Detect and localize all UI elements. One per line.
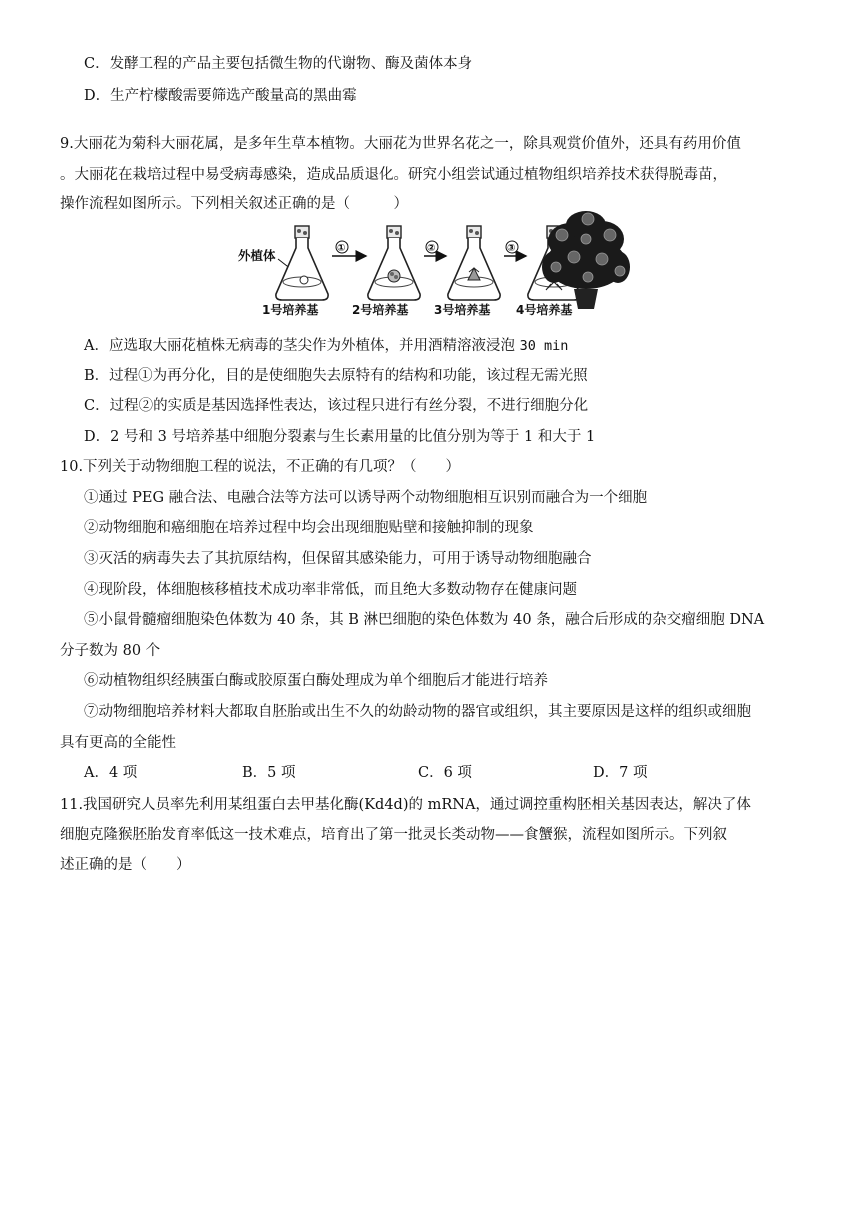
q10-item-6: ⑥动植物组织经胰蛋白酶或胶原蛋白酶处理成为单个细胞后才能进行培养 <box>84 673 548 689</box>
step-2-label: ② <box>427 243 436 254</box>
q10-item-2: ②动物细胞和癌细胞在培养过程中均会出现细胞贴壁和接触抑制的现象 <box>84 520 534 536</box>
step-3-label: ③ <box>507 243 516 254</box>
flask-3 <box>448 226 500 300</box>
step-1-label: ① <box>337 243 346 254</box>
q9-stem-line1: 9.大丽花为菊科大丽花属，是多年生草本植物。大丽花为世界名花之一，除具观赏价值外，还具有药用价值 <box>60 136 741 152</box>
q10-stem: 10.下列关于动物细胞工程的说法，不正确的有几项？（ ） <box>60 459 461 475</box>
dahlia-plant-image <box>540 205 632 311</box>
explant-label: 外植体 <box>238 248 276 263</box>
q9-option-a <box>84 336 568 356</box>
q10-item-5: ⑤小鼠骨髓瘤细胞染色体数为 40 条，其 B 淋巴细胞的染色体数为 40 条，融合后形成的杂交瘤细胞 DNA <box>84 612 765 628</box>
q10-item-3: ③灭活的病毒失去了其抗原结构，但保留其感染能力，可用于诱导动物细胞融合 <box>84 551 592 567</box>
medium-3-label: 3号培养基 <box>434 303 491 317</box>
q10-item-7-continued: 具有更高的全能性 <box>60 735 176 751</box>
q10-option-d: D．7 项 <box>593 765 648 781</box>
q10-option-b: B．5 项 <box>242 765 296 781</box>
q9-option-c: C．过程②的实质是基因选择性表达，该过程只进行有丝分裂，不进行细胞分化 <box>84 398 589 414</box>
q9-stem-line3: 操作流程如图所示。下列相关叙述正确的是（ ） <box>60 196 408 212</box>
q8-option-c: C．发酵工程的产品主要包括微生物的代谢物、酶及菌体本身 <box>84 56 473 72</box>
flask-2 <box>368 226 420 300</box>
q9-option-a-duration: 30 min <box>519 338 569 354</box>
q11-stem-line2: 细胞克隆猴胚胎发育率低这一技术难点，培育出了第一批灵长类动物——食蟹猴，流程如图所示。下列叙 <box>60 827 727 843</box>
medium-2-label: 2号培养基 <box>352 303 409 317</box>
q9-option-a-text: A．应选取大丽花植株无病毒的茎尖作为外植体，并用酒精溶液浸泡 <box>84 338 520 354</box>
q10-option-a: A．4 项 <box>84 765 138 781</box>
q10-item-5-continued: 分子数为 80 个 <box>60 643 161 659</box>
q11-stem-line3: 述正确的是（ ） <box>60 857 191 873</box>
q10-item-4: ④现阶段，体细胞核移植技术成功率非常低，而且绝大多数动物存在健康问题 <box>84 582 577 598</box>
q10-item-7: ⑦动物细胞培养材料大都取自胚胎或出生不久的幼龄动物的器官或组织，其主要原因是这样的组织或细胞 <box>84 704 751 720</box>
medium-1-label: 1号培养基 <box>262 303 319 317</box>
q8-option-d: D．生产柠檬酸需要筛选产酸量高的黑曲霉 <box>84 88 357 104</box>
q9-option-b: B．过程①为再分化，目的是使细胞失去原特有的结构和功能，该过程无需光照 <box>84 368 588 384</box>
q9-stem-line2: 。大丽花在栽培过程中易受病毒感染，造成品质退化。研究小组尝试通过植物组织培养技术获得脱毒苗， <box>60 167 727 183</box>
q10-option-c: C．6 项 <box>418 765 472 781</box>
q10-item-1: ①通过 PEG 融合法、电融合法等方法可以诱导两个动物细胞相互识别而融合为一个细胞 <box>84 490 648 506</box>
q11-stem-line1: 11.我国研究人员率先利用某组蛋白去甲基化酶(Kd4d)的 mRNA，通过调控重构胚相关基因表达，解决了体 <box>60 797 751 813</box>
q9-option-d: D．2 号和 3 号培养基中细胞分裂素与生长素用量的比值分别为等于 1 和大于 1 <box>84 429 596 445</box>
medium-4-label: 4号培养基 <box>516 303 573 317</box>
